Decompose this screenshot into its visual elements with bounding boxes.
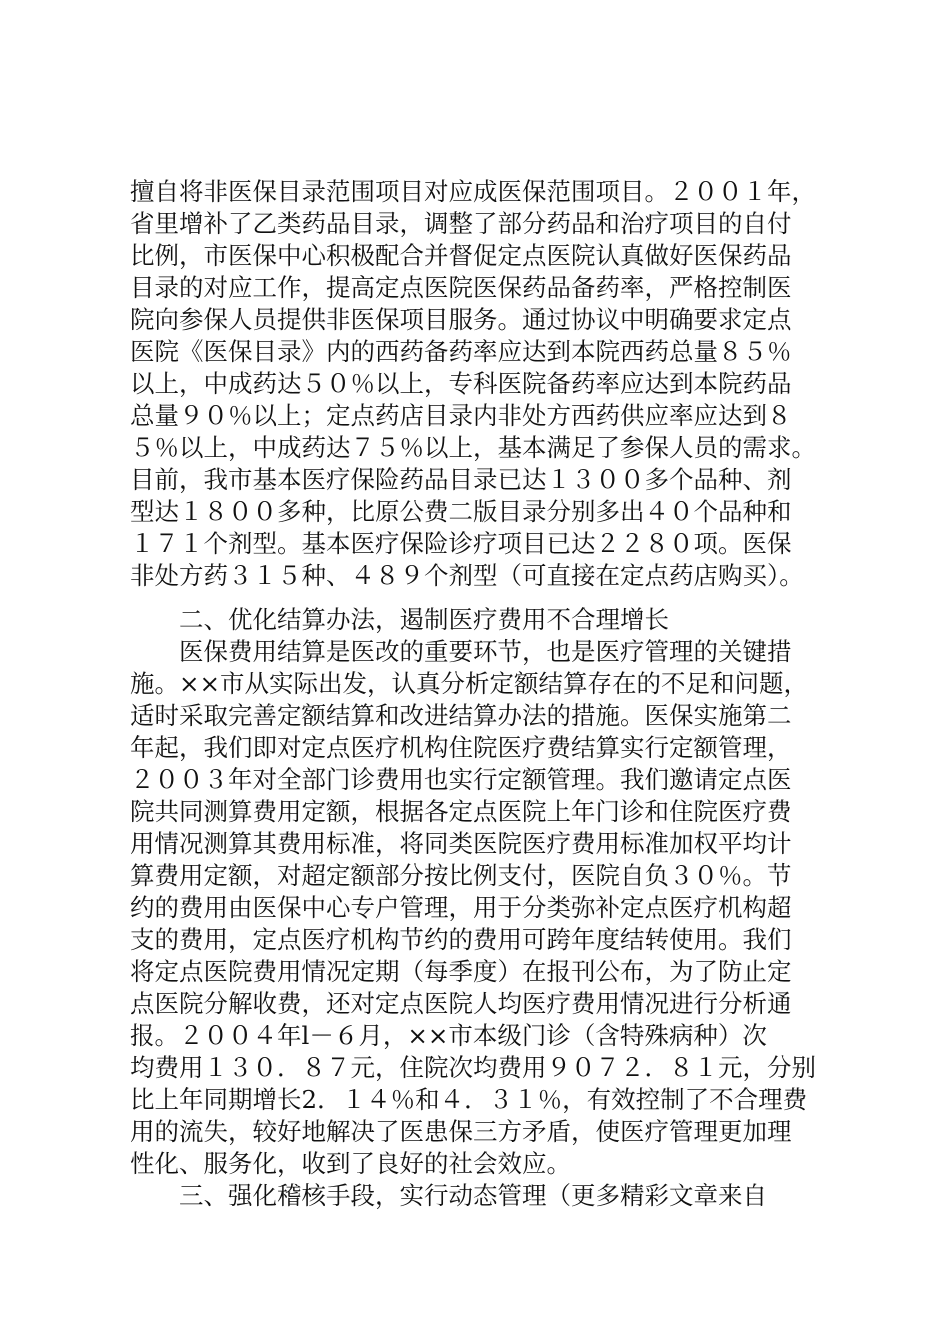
section-2-line-18: 性化、服务化，收到了良好的社会效应。 [130,1149,571,1178]
paragraph-1-line-8: 总量９０％以上；定点药店目录内非处方西药供应率应达到８ [130,401,792,430]
section-settlement [130,604,830,1212]
section-2-line-7: 院共同测算费用定额，根据各定点医院上年门诊和住院医疗费 [130,797,792,826]
paragraph-1-line-13: 非处方药３１５种、４８９个剂型（可直接在定点药店购买）。 [130,561,804,590]
paragraph-drug-catalog [130,176,830,592]
section-2-line-9: 算费用定额，对超定额部分按比例支付，医院自负３０％。节 [130,861,792,890]
paragraph-1-line-7: 以上，中成药达５０％以上，专科医院备药率应达到本院药品 [130,369,792,398]
section-2-line-14: 报。２００４年l－６月，××市本级门诊（含特殊病种）次 [130,1021,767,1050]
section-2-line-19: 三、强化稽核手段，实行动态管理（更多精彩文章来自 [130,1181,767,1210]
paragraph-1-line-9: ５％以上，中成药达７５％以上，基本满足了参保人员的需求。 [130,433,816,462]
paragraph-1-line-1: 擅自将非医保目录范围项目对应成医保范围项目。２００１年， [130,177,816,206]
paragraph-1-line-3: 比例，市医保中心积极配合并督促定点医院认真做好医保药品 [130,241,792,270]
paragraph-1-line-4: 目录的对应工作，提高定点医院医保药品备药率，严格控制医 [130,273,792,302]
section-2-line-16: 比上年同期增长2．１４％和４．３１％，有效控制了不合理费 [130,1085,808,1114]
section-2-line-3: 施。××市从实际出发，认真分析定额结算存在的不足和问题， [130,669,809,698]
section-2-line-2: 医保费用结算是医改的重要环节，也是医疗管理的关键措 [130,637,792,666]
section-2-line-17: 用的流失，较好地解决了医患保三方矛盾，使医疗管理更加理 [130,1117,792,1146]
paragraph-1-line-12: １７１个剂型。基本医疗保险诊疗项目已达２２８０项。医保 [130,529,792,558]
paragraph-1-line-5: 院向参保人员提供非医保项目服务。通过协议中明确要求定点 [130,305,792,334]
section-2-line-5: 年起，我们即对定点医疗机构住院医疗费结算实行定额管理， [130,733,792,762]
section-2-line-13: 点医院分解收费，还对定点医院人均医疗费用情况进行分析通 [130,989,792,1018]
paragraph-1-line-6: 医院《医保目录》内的西药备药率应达到本院西药总量８５％ [130,337,792,366]
section-2-line-12: 将定点医院费用情况定期（每季度）在报刊公布，为了防止定 [130,957,792,986]
section-2-line-4: 适时采取完善定额结算和改进结算办法的措施。医保实施第二 [130,701,792,730]
paragraph-1-line-10: 目前，我市基本医疗保险药品目录已达１３００多个品种、剂 [130,465,792,494]
paragraph-1-line-2: 省里增补了乙类药品目录，调整了部分药品和治疗项目的自付 [130,209,792,238]
section-2-line-10: 约的费用由医保中心专户管理，用于分类弥补定点医疗机构超 [130,893,792,922]
section-2-line-15: 均费用１３０．８７元，住院次均费用９０７２．８１元，分别 [130,1053,816,1082]
section-2-line-6: ２００３年对全部门诊费用也实行定额管理。我们邀请定点医 [130,765,792,794]
section-2-line-11: 支的费用，定点医疗机构节约的费用可跨年度结转使用。我们 [130,925,792,954]
section-2-line-1: 二、优化结算办法，遏制医疗费用不合理增长 [130,605,669,634]
paragraph-1-line-11: 型达１８００多种，比原公费二版目录分别多出４０个品种和 [130,497,792,526]
section-2-line-8: 用情况测算其费用标准，将同类医院医疗费用标准加权平均计 [130,829,792,858]
